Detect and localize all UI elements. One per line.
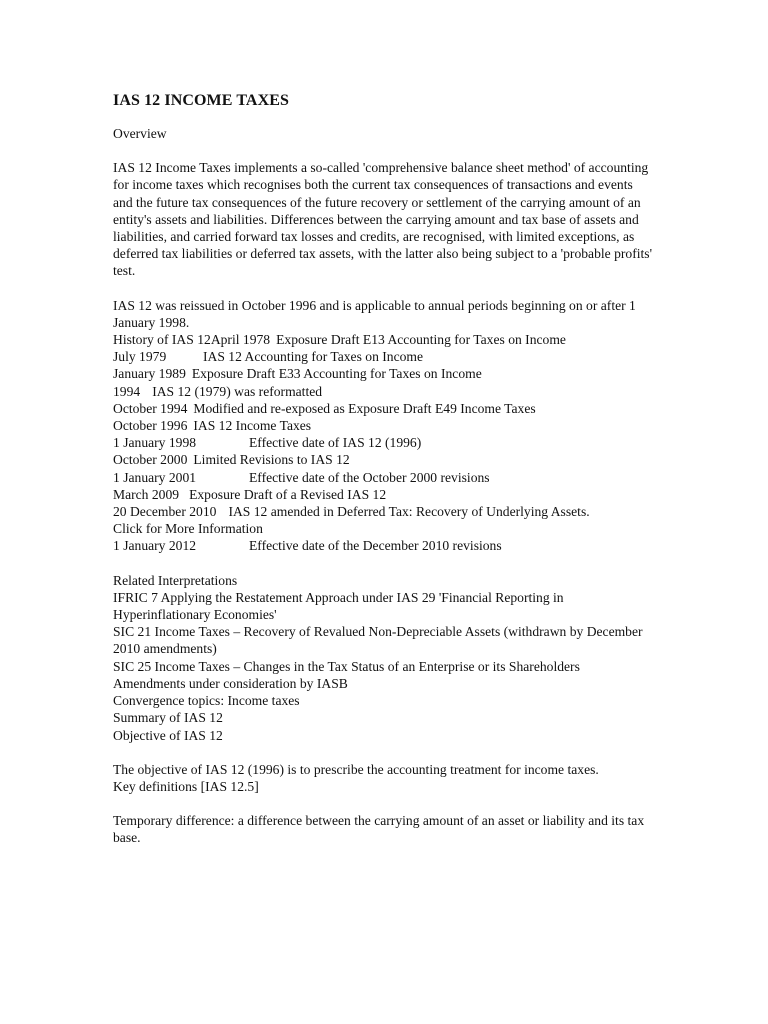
history-text: Effective date of IAS 12 (1996) bbox=[249, 435, 422, 451]
spacer bbox=[113, 142, 653, 159]
history-heading: History of IAS 12 bbox=[113, 332, 211, 348]
history-row bbox=[113, 365, 653, 382]
history-row bbox=[113, 486, 653, 503]
history-date: 1 January 1998 bbox=[113, 435, 197, 451]
related-item: Convergence topics: Income taxes bbox=[113, 693, 300, 709]
document-page bbox=[113, 91, 653, 847]
related-item: SIC 25 Income Taxes – Changes in the Tax Status of an Enterprise or its Shareholders bbox=[113, 658, 580, 674]
history-date: July 1979 bbox=[113, 349, 167, 365]
history-row bbox=[113, 451, 653, 468]
history-text: Exposure Draft of a Revised IAS 12 bbox=[189, 486, 387, 502]
history-text: IAS 12 amended in Deferred Tax: Recovery of Underlying Assets. bbox=[228, 504, 590, 520]
history-text: IAS 12 Income Taxes bbox=[193, 418, 312, 434]
history-row bbox=[113, 469, 653, 486]
more-info-text[interactable]: Click for More Information bbox=[113, 521, 263, 537]
history-text: Exposure Draft E13 Accounting for Taxes on Income bbox=[276, 332, 566, 348]
history-row bbox=[113, 434, 653, 451]
related-item: IFRIC 7 Applying the Restatement Approach under IAS 29 'Financial Reporting in Hyperinflationary Economies' bbox=[113, 589, 564, 623]
history-text: Exposure Draft E33 Accounting for Taxes on Income bbox=[191, 366, 482, 382]
overview-heading: Overview bbox=[113, 126, 167, 141]
history-date: October 2000 bbox=[113, 452, 188, 468]
history-row bbox=[113, 417, 653, 434]
history-date: 1 January 2012 bbox=[113, 538, 197, 554]
reissued-paragraph: IAS 12 was reissued in October 1996 and is applicable to annual periods beginning on or after 1 January 1998. bbox=[113, 297, 636, 330]
history-date: April 1978 bbox=[210, 332, 271, 348]
history-date: October 1994 bbox=[113, 400, 188, 416]
history-date: January 1989 bbox=[113, 366, 186, 382]
history-date: March 2009 bbox=[113, 486, 180, 502]
related-item: SIC 21 Income Taxes – Recovery of Revalued Non-Depreciable Assets (withdrawn by December 2010 amendments) bbox=[113, 624, 643, 657]
history-text: Limited Revisions to IAS 12 bbox=[193, 452, 350, 468]
history-text: IAS 12 Accounting for Taxes on Income bbox=[203, 349, 424, 365]
history-row bbox=[113, 503, 653, 520]
spacer bbox=[113, 795, 653, 812]
more-info-link[interactable] bbox=[113, 520, 653, 537]
temporary-difference-paragraph: Temporary difference: a difference between the carrying amount of an asset or liability and its tax base. bbox=[113, 813, 645, 846]
history-text: Modified and re-exposed as Exposure Draft E49 Income Taxes bbox=[193, 400, 536, 416]
document-title: IAS 12 INCOME TAXES bbox=[113, 92, 290, 109]
overview-paragraph: IAS 12 Income Taxes implements a so-called 'comprehensive balance sheet method' of accounting for income taxes which recognises both the current tax consequences of transactions and events and the future tax consequences of the future recovery or settlement of the carrying amount of an entity's assets and liabilities. Differences between the carrying amount and tax base of assets and liabilities, and carried forward tax losses and credits, are recognised, with limited exceptions, as deferred tax liabilities or deferred tax assets, with the latter also being subject to a 'probable profits' test. bbox=[113, 160, 653, 279]
history-row bbox=[113, 537, 653, 554]
history-date: 1 January 2001 bbox=[113, 469, 197, 485]
related-heading: Related Interpretations bbox=[113, 572, 238, 588]
history-heading-row bbox=[113, 331, 653, 348]
spacer bbox=[113, 744, 653, 761]
history-row bbox=[113, 383, 653, 400]
history-date: 20 December 2010 bbox=[113, 504, 217, 520]
related-item: Amendments under consideration by IASB bbox=[113, 675, 348, 691]
history-date: 1994 bbox=[113, 383, 141, 399]
history-date: October 1996 bbox=[113, 418, 188, 434]
key-definitions-heading: Key definitions [IAS 12.5] bbox=[113, 778, 259, 794]
spacer bbox=[113, 555, 653, 572]
history-text: Effective date of the October 2000 revisions bbox=[249, 469, 490, 485]
spacer bbox=[113, 280, 653, 297]
objective-paragraph: The objective of IAS 12 (1996) is to prescribe the accounting treatment for income taxes. bbox=[113, 761, 599, 777]
history-row bbox=[113, 348, 653, 365]
history-text: IAS 12 (1979) was reformatted bbox=[152, 383, 323, 399]
history-text: Effective date of the December 2010 revisions bbox=[249, 538, 502, 554]
history-row bbox=[113, 400, 653, 417]
related-item: Objective of IAS 12 bbox=[113, 727, 223, 743]
related-item: Summary of IAS 12 bbox=[113, 710, 223, 726]
